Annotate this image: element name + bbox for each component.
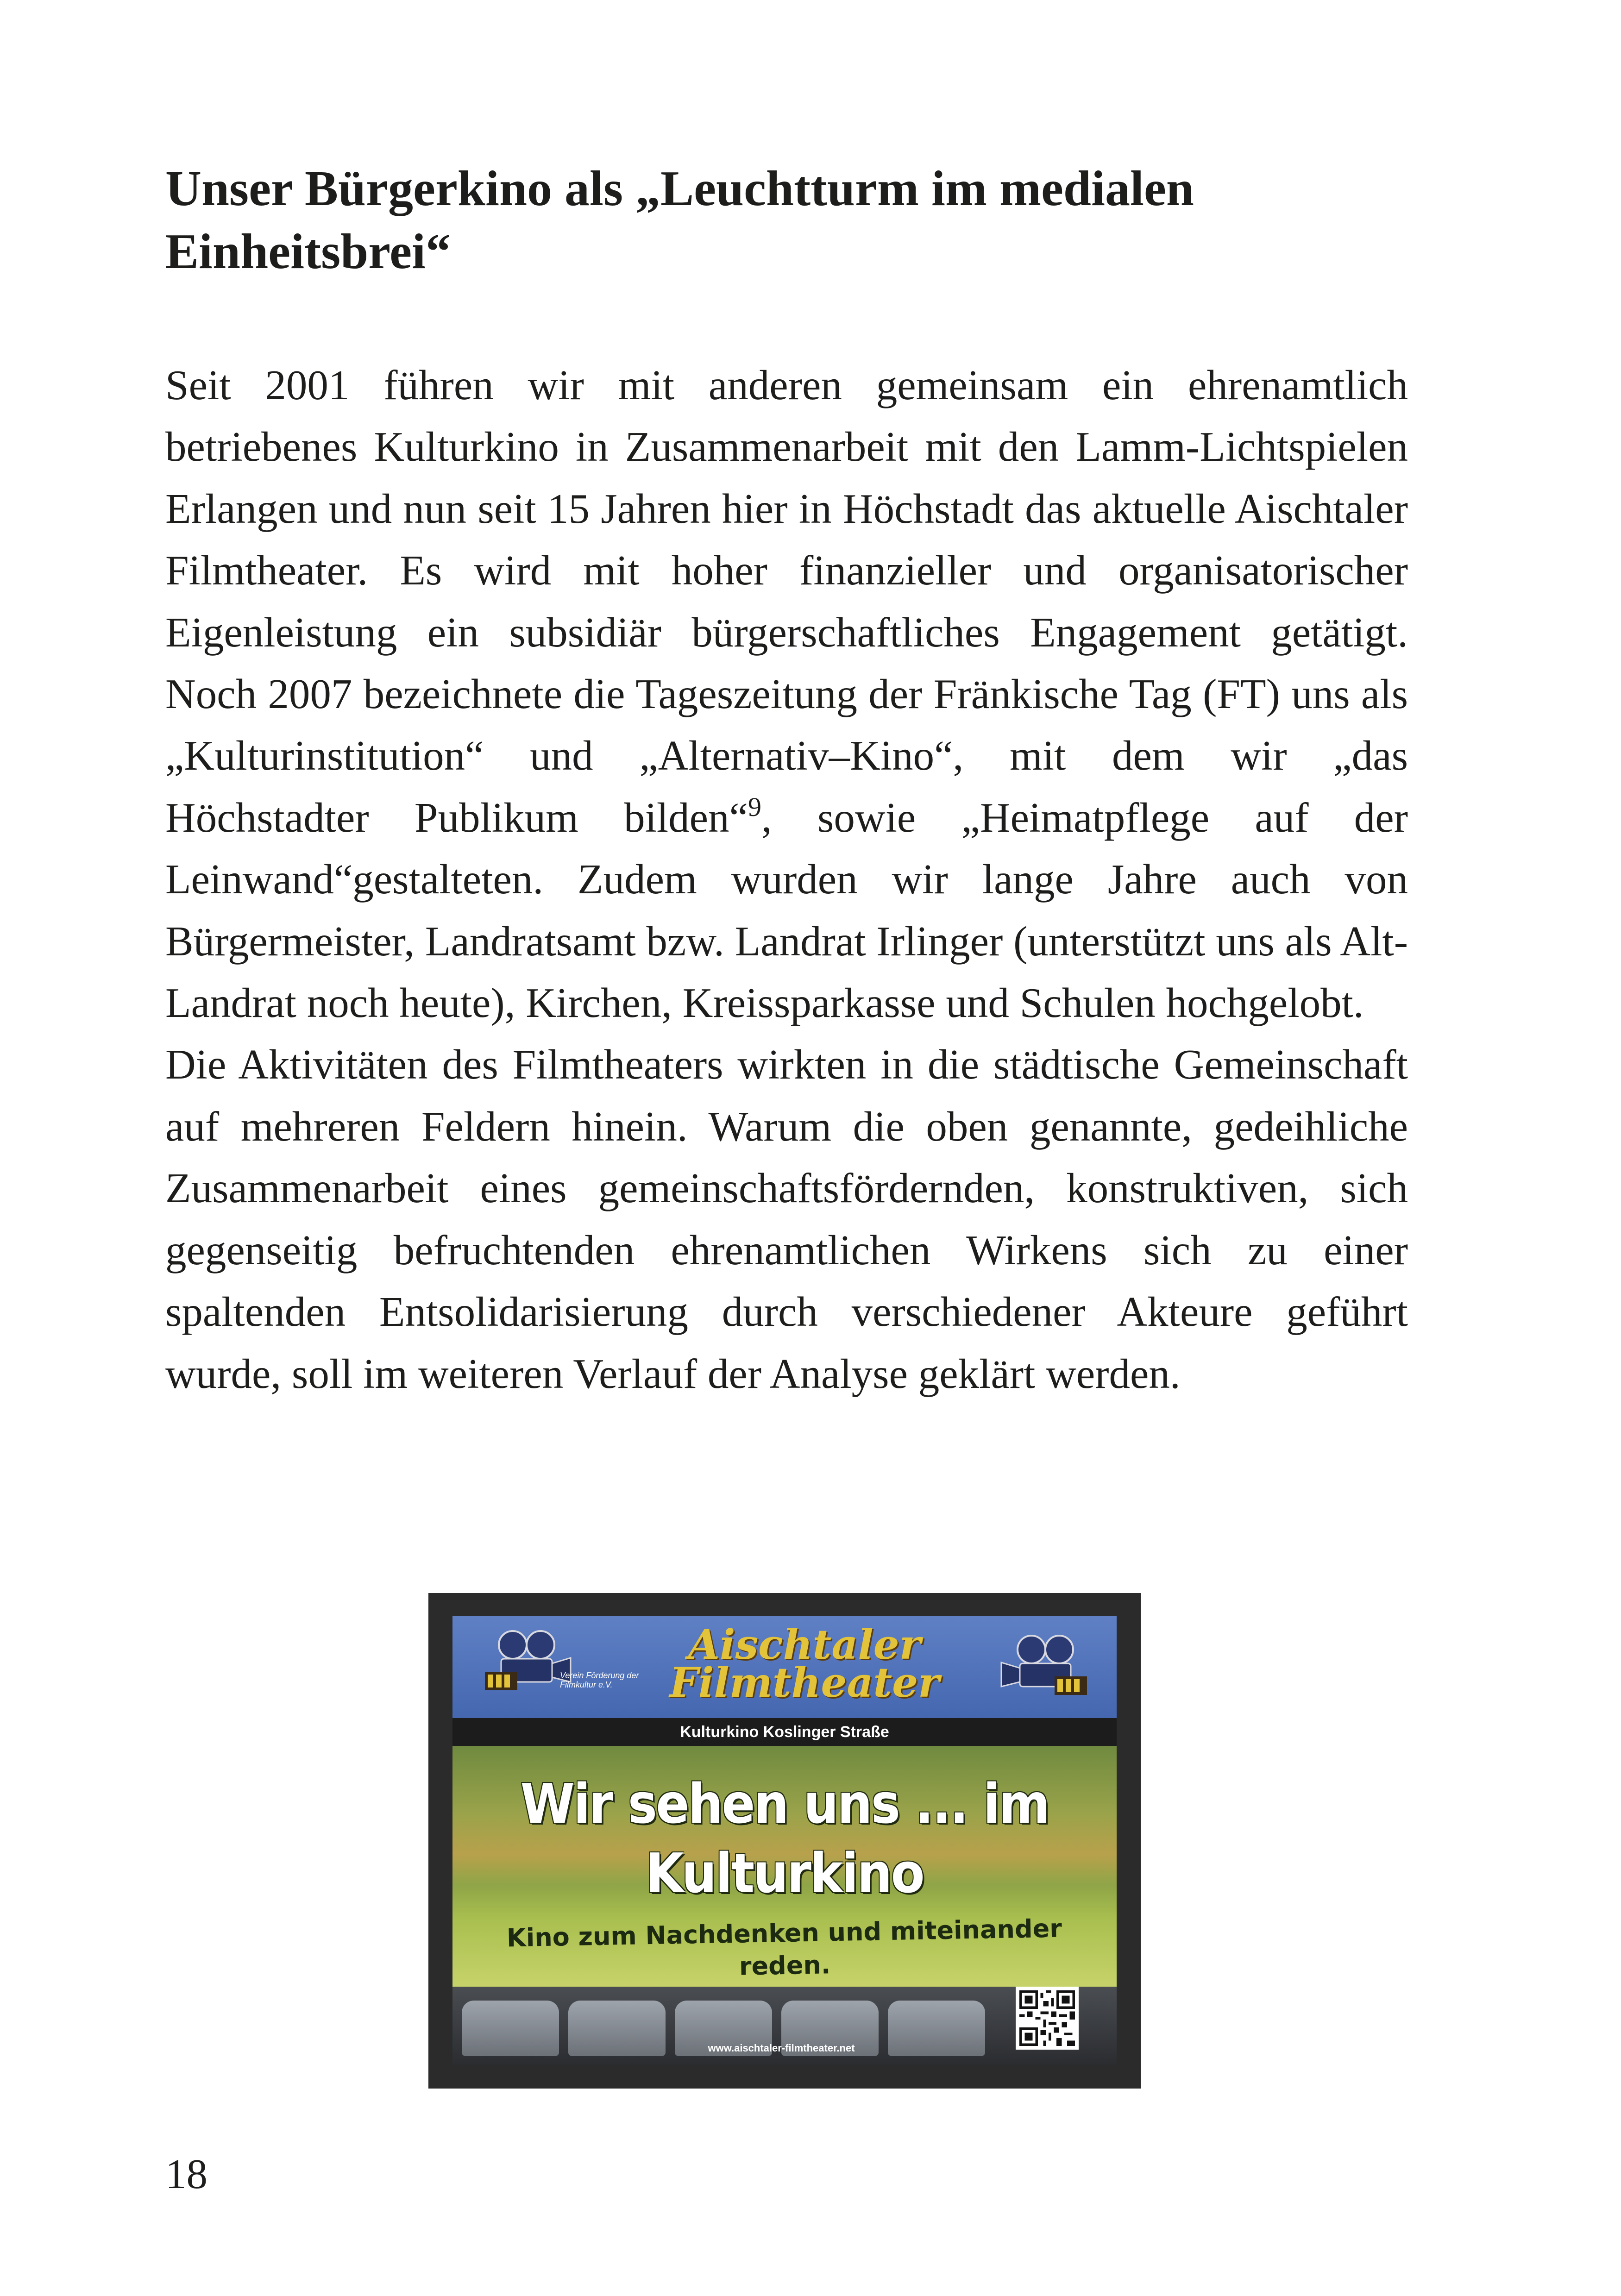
- body-text: [165, 354, 1408, 1405]
- flyer-verein: Verein Förderung der Filmkultur e.V.: [560, 1671, 639, 1689]
- heading-line-2: Einheitsbrei“: [165, 224, 451, 279]
- page-number: 18: [165, 2151, 207, 2197]
- seat: [568, 2001, 666, 2056]
- flyer-title-line-1: Aischtaler: [688, 1620, 921, 1669]
- flyer-content: [452, 1616, 1117, 2065]
- film-projector-icon: [480, 1625, 573, 1695]
- flyer-tagline: Kino zum Nachdenken und miteinander reden.: [506, 1913, 1062, 1981]
- footnote-marker[interactable]: 9: [748, 791, 761, 822]
- film-projector-icon: [999, 1630, 1092, 1700]
- paragraph-1: [165, 354, 1408, 1034]
- flyer-title: [642, 1620, 967, 1706]
- paragraph-2: Die Aktivitäten des Filmtheaters wirkten in die städtische Gemeinschaft auf mehreren Feldern hinein. Warum die oben genannte, gedeihliche Zusammenarbeit eines gemeinschaftsfördernden, konstruktiven, sich gegenseitig befruchtenden ehrenamtlichen Wirkens sich zu einer spaltenden Entsolidarisierung durch verschiedener Akteure geführt wurde, soll im weiteren Verlauf der Analyse geklärt werden.: [165, 1041, 1408, 1397]
- flyer-url: www.aischtaler-filmtheater.net: [708, 2042, 855, 2054]
- heading-line-1: Unser Bürgerkino als „Leuchtturm im medialen: [165, 161, 1194, 216]
- paragraph-1-text-continued: , sowie „Heimatpflege auf der Leinwand“gestalteten. Zudem wurden wir lange Jahre auch von Bürgermeister, Landratsamt bzw. Landrat Irlinger (unterstützt uns als Alt-Landrat noch heute), Kirchen, Kreissparkasse und Schulen hochgelobt.: [165, 794, 1408, 1027]
- flyer-headline: Wir sehen uns ... im Kulturkino: [520, 1772, 1049, 1905]
- flyer-subtitle: Kulturkino Koslinger Straße: [680, 1723, 889, 1741]
- flyer-title-line-2: Filmtheater: [669, 1658, 940, 1706]
- cinema-flyer-image: [428, 1593, 1141, 2089]
- paragraph-1-text: Seit 2001 führen wir mit anderen gemeinsam ein ehrenamtlich betriebenes Kulturkino in Zusammenarbeit mit den Lamm-Lichtspielen Erlangen und nun seit 15 Jahren hier in Höchstadt das aktuelle Aischtaler Filmtheater. Es wird mit hoher finanzieller und organisatorischer Eigenleistung ein subsidiär bürgerschaftliches Engagement getätigt. Noch 2007 bezeichnete die Tageszeitung der Fränkische Tag (FT) uns als „Kulturinstitution“ und „Alternativ–Kino“, mit dem wir „das Höchstadter Publikum bilden“: [165, 362, 1408, 841]
- qr-code-icon: [1016, 1987, 1079, 2050]
- section-heading: [165, 157, 1416, 283]
- seat: [462, 2001, 559, 2056]
- seat: [888, 2001, 985, 2056]
